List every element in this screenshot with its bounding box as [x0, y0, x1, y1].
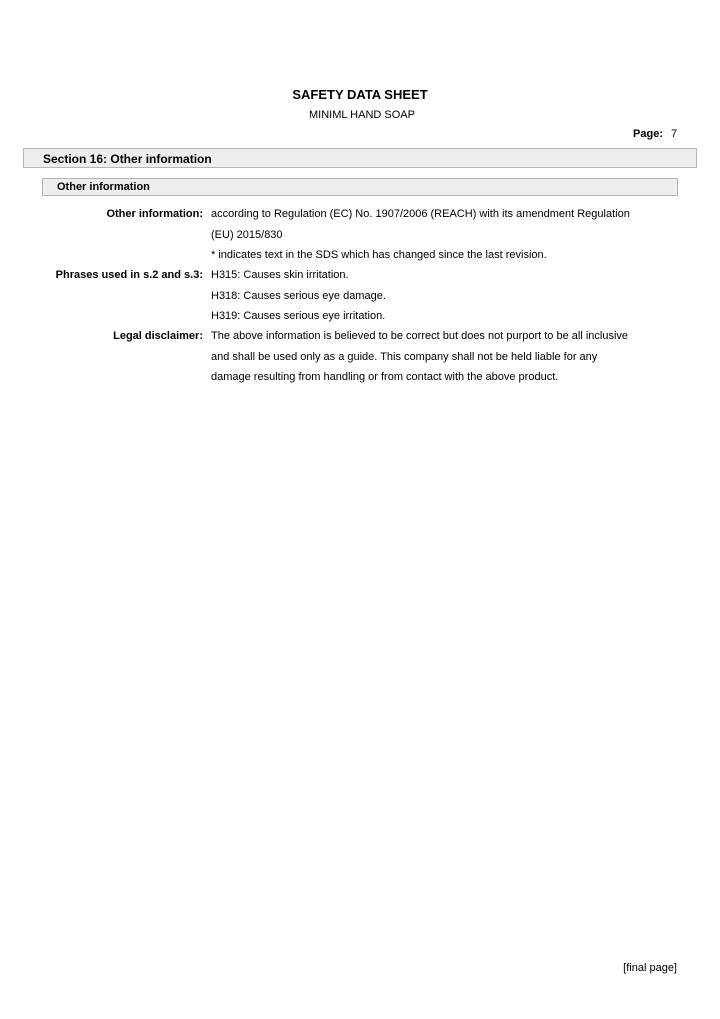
- page-number: 7: [671, 128, 678, 140]
- document-title: SAFETY DATA SHEET: [292, 87, 428, 102]
- phrases-used-label: Phrases used in s.2 and s.3:: [55, 269, 203, 281]
- phrase-h318: H318: Causes serious eye damage.: [211, 290, 386, 302]
- other-information-line-3: * indicates text in the SDS which has changed since the last revision.: [211, 249, 547, 261]
- section-16-header: [23, 148, 697, 168]
- other-information-line-1: according to Regulation (EC) No. 1907/2006 (REACH) with its amendment Regulation: [211, 208, 630, 220]
- other-information-line-2: (EU) 2015/830: [211, 229, 283, 241]
- subsection-header: [42, 178, 678, 196]
- legal-disclaimer-line-3: damage resulting from handling or from contact with the above product.: [211, 371, 559, 383]
- section-title: Section 16: Other information: [43, 152, 212, 166]
- subsection-title: Other information: [57, 181, 150, 193]
- phrase-h315: H315: Causes skin irritation.: [211, 269, 349, 281]
- legal-disclaimer-label: Legal disclaimer:: [113, 330, 203, 342]
- legal-disclaimer-line-2: and shall be used only as a guide. This company shall not be held liable for any: [211, 351, 598, 363]
- page-label: Page:: [633, 128, 663, 140]
- final-page-note: [final page]: [623, 962, 677, 974]
- phrase-h319: H319: Causes serious eye irritation.: [211, 310, 386, 322]
- product-name: MINIML HAND SOAP: [309, 109, 415, 121]
- legal-disclaimer-line-1: The above information is believed to be correct but does not purport to be all inclusive: [211, 330, 629, 342]
- other-information-label: Other information:: [106, 208, 203, 220]
